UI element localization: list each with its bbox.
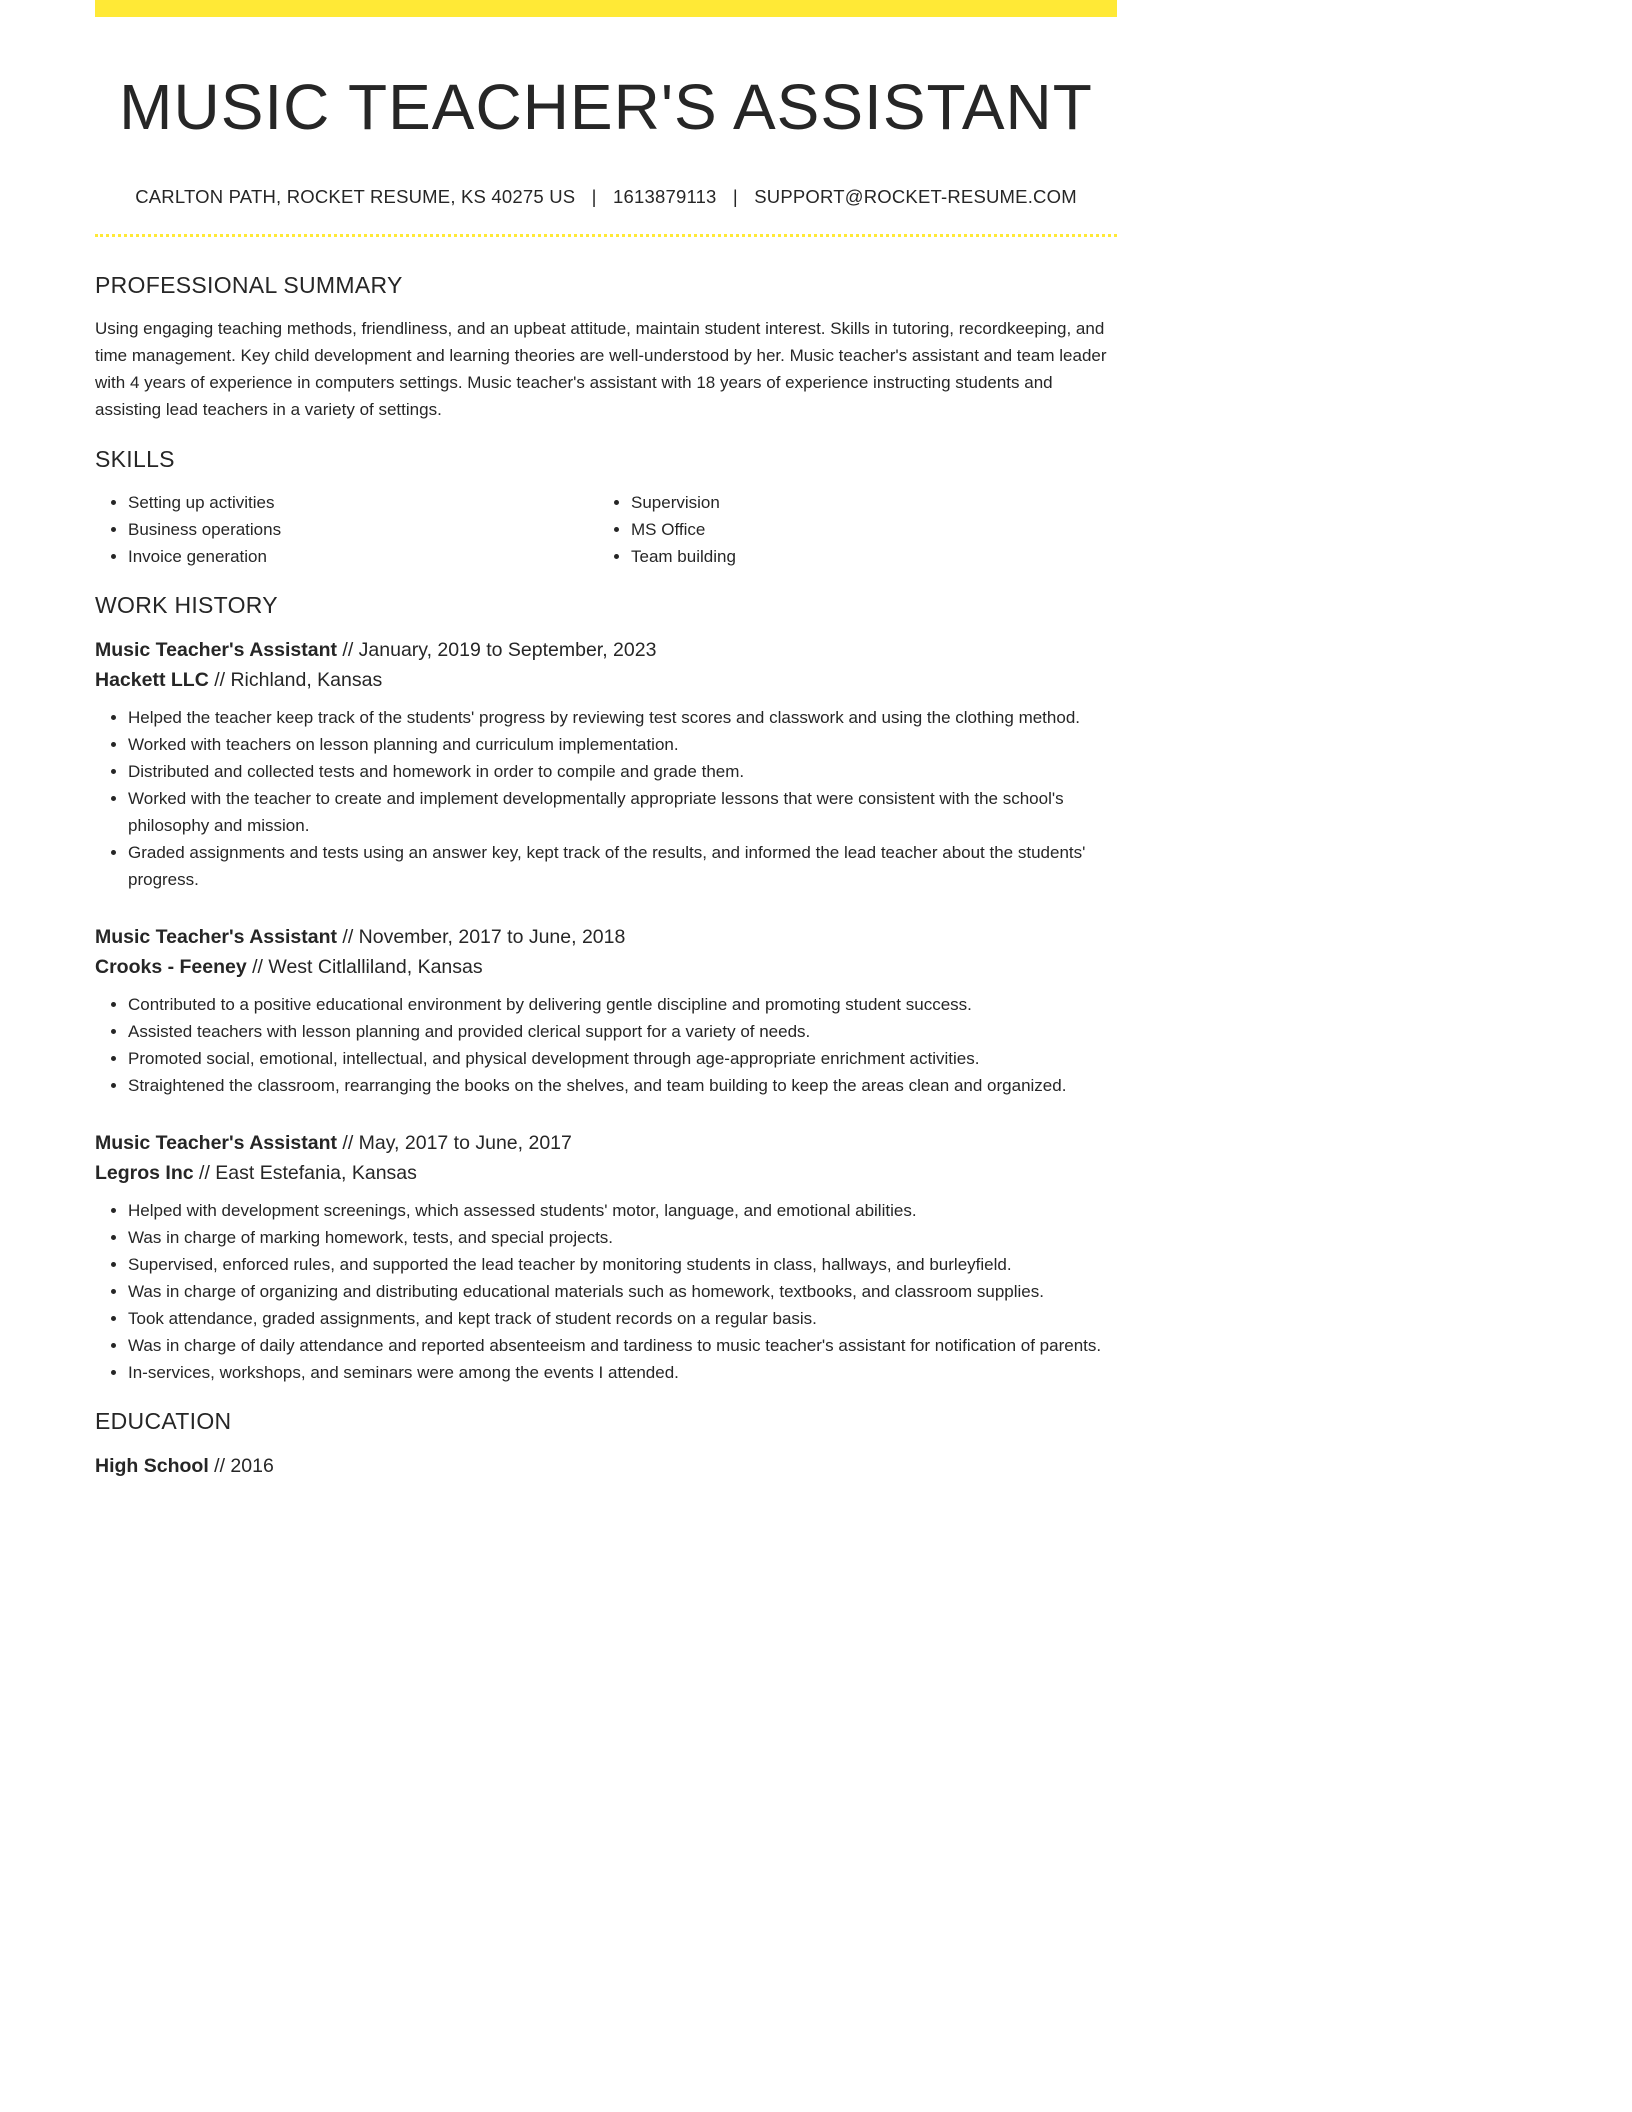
summary-heading: PROFESSIONAL SUMMARY [95,272,403,298]
skill-item: • Invoice generation [128,543,598,570]
job-duty: • Was in charge of daily attendance and reported absenteeism and tardiness to music teacher's assistant for notification of parents. [128,1332,1117,1359]
job-company-line [95,1158,1117,1188]
job-company: Crooks - Feeney [95,956,247,978]
job-duty: • Worked with teachers on lesson planning and curriculum implementation. [128,731,1117,758]
work-history-heading: WORK HISTORY [95,592,278,618]
job-location: // East Estefania, Kansas [193,1162,417,1184]
education-entry [95,1451,1117,1481]
skill-item: • Team building [631,543,1101,570]
top-accent-bar [95,0,1117,17]
skill-item: • Supervision [631,489,1101,516]
job-duty: • Straightened the classroom, rearranging the books on the shelves, and team building to keep the areas clean and organized. [128,1072,1117,1099]
job-role: Music Teacher's Assistant [95,926,337,948]
job-dates: // May, 2017 to June, 2017 [336,1132,572,1154]
job-title-line [95,635,1117,665]
job-entry [95,1128,1117,1386]
contact-email: SUPPORT@ROCKET-RESUME.COM [754,186,1077,207]
candidate-name: MUSIC TEACHER'S ASSISTANT [119,71,1093,143]
job-duty: • Helped the teacher keep track of the students' progress by reviewing test scores and classwork and using the clothing method. [128,704,1117,731]
contact-separator: | [591,186,597,207]
job-duty: • Helped with development screenings, which assessed students' motor, language, and emotional abilities. [128,1197,1117,1224]
job-duty: • Was in charge of marking homework, tests, and special projects. [128,1224,1117,1251]
job-duty: • Distributed and collected tests and homework in order to compile and grade them. [128,758,1117,785]
job-company-line [95,952,1117,982]
job-entry [95,635,1117,893]
job-title-line [95,922,1117,952]
job-duty: • Graded assignments and tests using an answer key, kept track of the results, and informed the lead teacher about the students' progress. [128,839,1117,893]
dotted-divider [95,234,1117,237]
job-duty: • Contributed to a positive educational environment by delivering gentle discipline and promoting student success. [128,991,1117,1018]
skills-column-right [598,489,1101,570]
skill-item: • Business operations [128,516,598,543]
job-duties [95,1197,1117,1386]
contact-address: CARLTON PATH, ROCKET RESUME, KS 40275 US [135,186,576,207]
job-duty: • Was in charge of organizing and distributing educational materials such as homework, textbooks, and classroom supplies. [128,1278,1117,1305]
summary-text: Using engaging teaching methods, friendliness, and an upbeat attitude, maintain student interest. Skills in tutoring, recordkeeping, and time management. Key child development and learning theories are well-understood by her. Music teacher's assistant and team leader with 4 years of experience in computers settings. Music teacher's assistant with 18 years of experience instructing students and assisting lead teachers in a variety of settings. [95,319,1107,419]
job-company-line [95,665,1117,695]
job-duty: • Took attendance, graded assignments, and kept track of student records on a regular basis. [128,1305,1117,1332]
skill-item: • MS Office [631,516,1101,543]
job-duty: • Supervised, enforced rules, and supported the lead teacher by monitoring students in class, hallways, and burleyfield. [128,1251,1117,1278]
contact-line [95,183,1117,211]
skills-list [95,489,1117,570]
job-title-line [95,1128,1117,1158]
job-duty: • Assisted teachers with lesson planning and provided clerical support for a variety of needs. [128,1018,1117,1045]
job-location: // Richland, Kansas [208,669,383,691]
education-degree: High School [95,1455,209,1477]
job-location: // West Citlalliland, Kansas [246,956,483,978]
job-role: Music Teacher's Assistant [95,1132,337,1154]
contact-separator: | [732,186,738,207]
job-company: Legros Inc [95,1162,194,1184]
contact-phone: 1613879113 [613,186,717,207]
skill-item: • Setting up activities [128,489,598,516]
skills-column-left [95,489,598,570]
job-company: Hackett LLC [95,669,209,691]
job-dates: // January, 2019 to September, 2023 [336,639,657,661]
job-role: Music Teacher's Assistant [95,639,337,661]
job-duty: • In-services, workshops, and seminars were among the events I attended. [128,1359,1117,1386]
job-duty: • Worked with the teacher to create and implement developmentally appropriate lessons that were consistent with the school's philosophy and mission. [128,785,1117,839]
resume-page [95,0,1117,1481]
education-year: // 2016 [208,1455,274,1477]
education-heading: EDUCATION [95,1408,232,1434]
job-entry [95,922,1117,1099]
job-duty: • Promoted social, emotional, intellectual, and physical development through age-appropriate enrichment activities. [128,1045,1117,1072]
job-duties [95,991,1117,1099]
job-duties [95,704,1117,893]
skills-heading: SKILLS [95,446,175,472]
job-dates: // November, 2017 to June, 2018 [336,926,626,948]
